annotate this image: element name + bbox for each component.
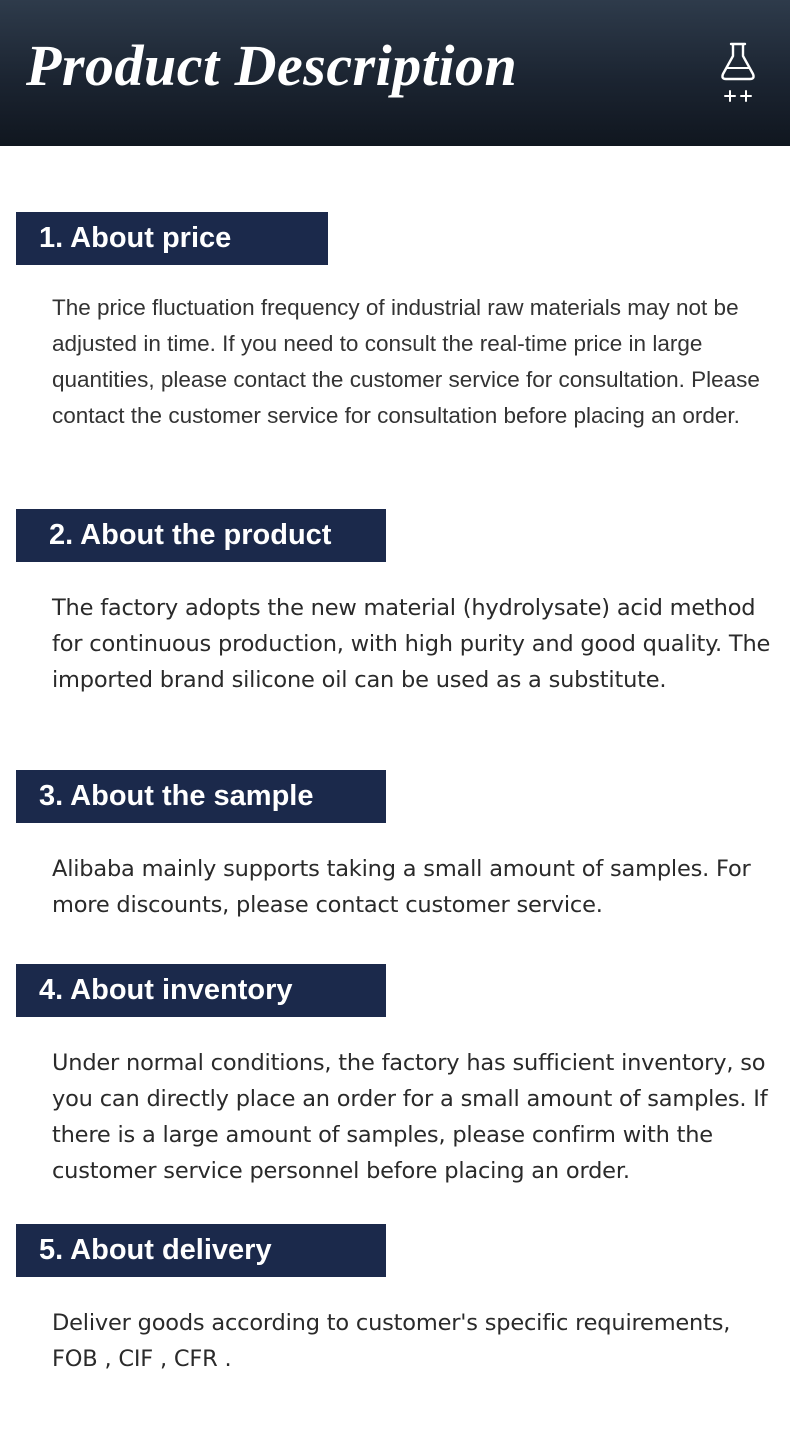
section-header-inventory (16, 964, 386, 1017)
section-body-inventory: Under normal conditions, the factory has sufficient inventory, so you can directly place an order for a small amount of samples. If there is a large amount of samples, please confirm with the customer service personnel before placing an order. (52, 1050, 768, 1184)
section-header-delivery (16, 1224, 386, 1277)
page-title: Product Description (26, 33, 518, 98)
section-body-sample: Alibaba mainly supports taking a small amount of samples. For more discounts, please contact customer service. (52, 856, 751, 918)
section-header-product (16, 509, 386, 562)
section-header-price (16, 212, 328, 265)
section-body-product: The factory adopts the new material (hydrolysate) acid method for continuous production, with high purity and good quality. The imported brand silicone oil can be used as a substitute. (52, 595, 771, 693)
section-body-delivery: Deliver goods according to customer's specific requirements, FOB , CIF , CFR . (52, 1310, 731, 1372)
page-banner (0, 0, 790, 146)
section-heading: 4. About inventory (39, 974, 293, 1006)
section-heading: 1. About price (39, 222, 232, 254)
section-heading: 5. About delivery (39, 1234, 272, 1266)
section-heading: 3. About the sample (39, 780, 314, 812)
flask-icon (718, 40, 758, 106)
section-heading: 2. About the product (49, 519, 332, 551)
section-header-sample (16, 770, 386, 823)
section-body-price: The price fluctuation frequency of industrial raw materials may not be adjusted in time. If you need to consult the real-time price in large quantities, please contact the customer service for consultation. Please contact the customer service for consultation before placing an order. (52, 295, 760, 428)
